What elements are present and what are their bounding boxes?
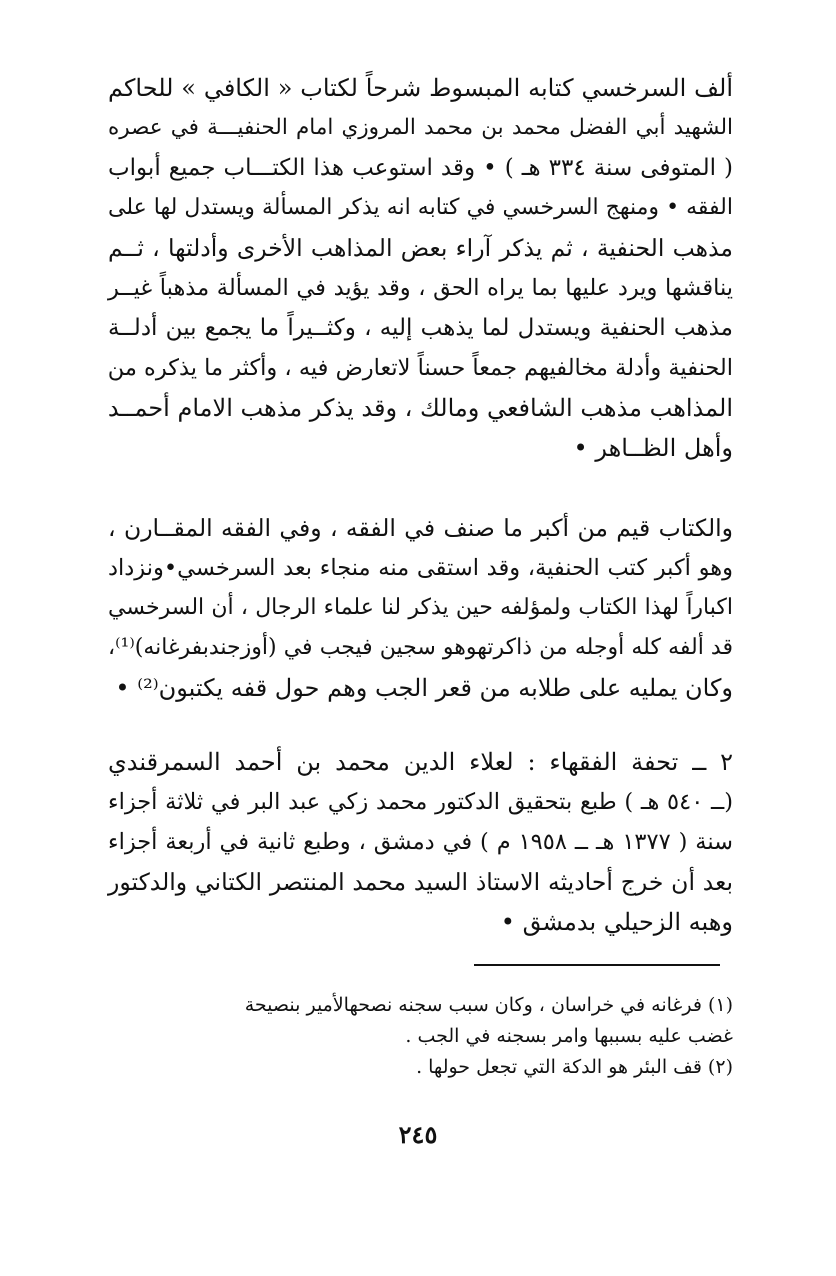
text-line: ألف السرخسي كتابه المبسوط شرحاً لكتاب « الكافي » للحاكم — [108, 74, 733, 102]
paragraph-al-mabsut — [108, 68, 733, 468]
text-line: وأهل الظــاهر • — [573, 434, 733, 462]
text-line: الشهيد أبي الفضل محمد بن محمد المروزي امام الحنفيـــة في عصره — [108, 115, 733, 140]
text-line: والكتاب قيم من أكبر ما صنف في الفقه ، وفي الفقه المقــارن ، — [108, 514, 733, 542]
text-line: قد ألفه كله أوجله من ذاكرتهوهو سجين فيجب في (أوزجندبفرغانه)⁽¹⁾، — [108, 635, 733, 660]
text-line: بعد أن خرج أحاديثه الاستاذ السيد محمد المنتصر الكتاني والدكتور — [108, 868, 733, 896]
text-line: يناقشها ويرد عليها بما يراه الحق ، وقد يؤيد في المسألة مذهباً غيــر — [108, 275, 733, 301]
text-line: وكان يمليه على طلابه من قعر الجب وهم حول قفه يكتبون⁽²⁾ • — [115, 674, 733, 702]
paragraph-spacer — [108, 468, 733, 508]
text-line: الحنفية وأدلة مخالفيهم جمعاً حسناً لاتعارض فيه ، وأكثر ما يذكره من — [107, 355, 733, 381]
paragraph-tuhfat-al-fuqaha — [108, 742, 733, 942]
text-line: ٢ ــ تحفة الفقهاء : لعلاء الدين محمد بن أحمد السمرقندي — [108, 748, 733, 776]
text-line: سنة ( ١٣٧٧ هـ ــ ١٩٥٨ م ) في دمشق ، وطبع ثانية في أربعة أجزاء — [108, 829, 733, 855]
text-line: ( المتوفى سنة ٣٣٤ هـ ) • وقد استوعب هذا الكتـــاب جميع أبواب — [108, 155, 733, 181]
text-line: (ــ ٥٤٠ هـ ) طبع بتحقيق الدكتور محمد زكي عبد البر في ثلاثة أجزاء — [108, 789, 734, 815]
page-number: ٢٤٥ — [398, 1120, 438, 1149]
text-line: وهو أكبر كتب الحنفية، وقد استقى منه منجاء بعد السرخسي•ونزداد — [108, 555, 733, 581]
paragraph-book-value — [108, 508, 733, 708]
footnote-line: (٢) قف البئر هو الدكة التي تجعل حولها . — [416, 1056, 733, 1078]
text-line: مذهب الحنفية ، ثم يذكر آراء بعض المذاهب الأخرى وأدلتها ، ثــم — [108, 234, 733, 262]
paragraph-spacer — [108, 708, 733, 742]
footnote-divider — [474, 964, 720, 966]
text-line: وهبه الزحيلي بدمشق • — [500, 908, 733, 936]
text-line: المذاهب مذهب الشافعي ومالك ، وقد يذكر مذهب الامام أحمــد — [107, 394, 733, 422]
text-line: مذهب الحنفية ويستدل لما يذهب إليه ، وكثــيراً ما يجمع بين أدلــة — [108, 315, 733, 341]
footnote-line: (١) فرغانه في خراسان ، وكان سبب سجنه نصحهالأمير بنصيحة — [244, 994, 733, 1016]
main-text — [108, 68, 733, 942]
footnotes — [108, 990, 733, 1083]
text-line: اكباراً لهذا الكتاب ولمؤلفه حين يذكر لنا علماء الرجال ، أن السرخسي — [108, 595, 733, 620]
footnote-line: غضب عليه بسببها وامر بسجنه في الجب . — [405, 1025, 733, 1047]
text-line: الفقه • ومنهج السرخسي في كتابه انه يذكر المسألة ويستدل لها على — [108, 195, 733, 220]
